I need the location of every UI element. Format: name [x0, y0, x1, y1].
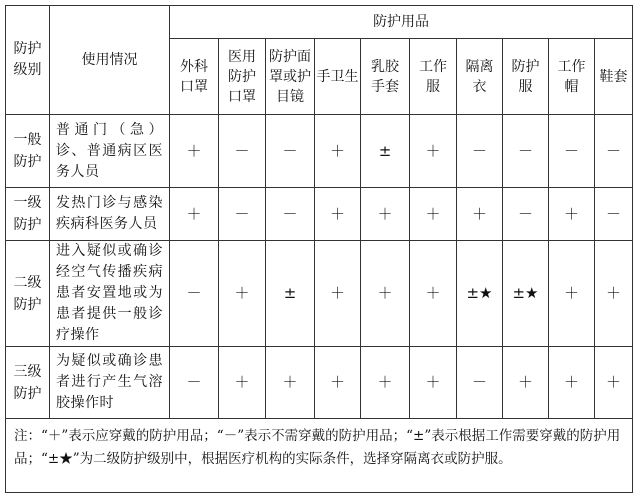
symbol-cell: － — [457, 115, 503, 188]
level-cell: 一般防护 — [6, 115, 50, 188]
symbol-cell: ＋ — [361, 241, 410, 347]
symbol-cell: ＋ — [170, 188, 219, 241]
symbol-cell: － — [266, 188, 315, 241]
symbol-cell: ＋ — [410, 188, 457, 241]
table-row — [6, 115, 633, 188]
note-row — [6, 419, 633, 493]
symbol-cell: ＋ — [315, 188, 361, 241]
symbol-cell: ＋ — [410, 241, 457, 347]
usage-cell: 为疑似或确诊患者进行产生气溶胶操作时 — [50, 347, 170, 419]
symbol-cell: － — [266, 115, 315, 188]
header-item: 外科口罩 — [170, 39, 219, 115]
header-item: 防护服 — [503, 39, 549, 115]
table-row — [6, 241, 633, 347]
table-row — [6, 188, 633, 241]
symbol-cell: ＋ — [361, 347, 410, 419]
usage-cell: 进入疑似或确诊经空气传播疾病患者安置地或为患者提供一般诊疗操作 — [50, 241, 170, 347]
symbol-cell: － — [219, 115, 266, 188]
symbol-cell: － — [595, 188, 633, 241]
symbol-cell: ＋ — [595, 241, 633, 347]
symbol-cell: ＋ — [315, 115, 361, 188]
symbol-cell: ＋ — [315, 347, 361, 419]
header-item: 防护面罩或护目镜 — [266, 39, 315, 115]
symbol-cell: ＋ — [219, 347, 266, 419]
symbol-cell: － — [170, 241, 219, 347]
symbol-cell: ＋ — [457, 188, 503, 241]
symbol-cell: ± — [266, 241, 315, 347]
symbol-cell: ＋ — [219, 241, 266, 347]
symbol-cell: ＋ — [549, 241, 595, 347]
symbol-cell: ＋ — [549, 188, 595, 241]
symbol-cell: ± — [361, 115, 410, 188]
symbol-cell: ＋ — [595, 347, 633, 419]
symbol-cell: ±★ — [457, 241, 503, 347]
table-row — [6, 347, 633, 419]
symbol-cell: － — [503, 115, 549, 188]
symbol-cell: － — [219, 188, 266, 241]
symbol-cell: ＋ — [410, 115, 457, 188]
level-cell: 三级防护 — [6, 347, 50, 419]
header-level: 防护级别 — [6, 6, 50, 115]
header-item: 乳胶手套 — [361, 39, 410, 115]
symbol-cell: － — [503, 188, 549, 241]
header-item: 隔离衣 — [457, 39, 503, 115]
header-item: 工作帽 — [549, 39, 595, 115]
symbol-cell: ＋ — [361, 188, 410, 241]
symbol-cell: ＋ — [410, 347, 457, 419]
symbol-cell: ＋ — [315, 241, 361, 347]
table-note: 注：“＋”表示应穿戴的防护用品；“－”表示不需穿戴的防护用品；“±”表示根据工作需要穿戴的防护用品；“±★”为二级防护级别中，根据医疗机构的实际条件，选择穿隔离衣或防护服。 — [6, 419, 633, 493]
symbol-cell: － — [595, 115, 633, 188]
header-item: 鞋套 — [595, 39, 633, 115]
header-usage: 使用情况 — [50, 6, 170, 115]
symbol-cell: － — [170, 347, 219, 419]
symbol-cell: － — [549, 115, 595, 188]
symbol-cell: ±★ — [503, 241, 549, 347]
header-group: 防护用品 — [170, 6, 633, 39]
usage-cell: 发热门诊与感染疾病科医务人员 — [50, 188, 170, 241]
symbol-cell: ＋ — [549, 347, 595, 419]
header-item: 工作服 — [410, 39, 457, 115]
symbol-cell: － — [457, 347, 503, 419]
symbol-cell: ＋ — [170, 115, 219, 188]
level-cell: 一级防护 — [6, 188, 50, 241]
symbol-cell: ＋ — [266, 347, 315, 419]
header-item: 医用防护口罩 — [219, 39, 266, 115]
ppe-table — [5, 5, 633, 493]
symbol-cell: ＋ — [503, 347, 549, 419]
header-item: 手卫生 — [315, 39, 361, 115]
header-row-1 — [6, 6, 633, 39]
level-cell: 二级防护 — [6, 241, 50, 347]
usage-cell: 普通门（急）诊、普通病区医务人员 — [50, 115, 170, 188]
